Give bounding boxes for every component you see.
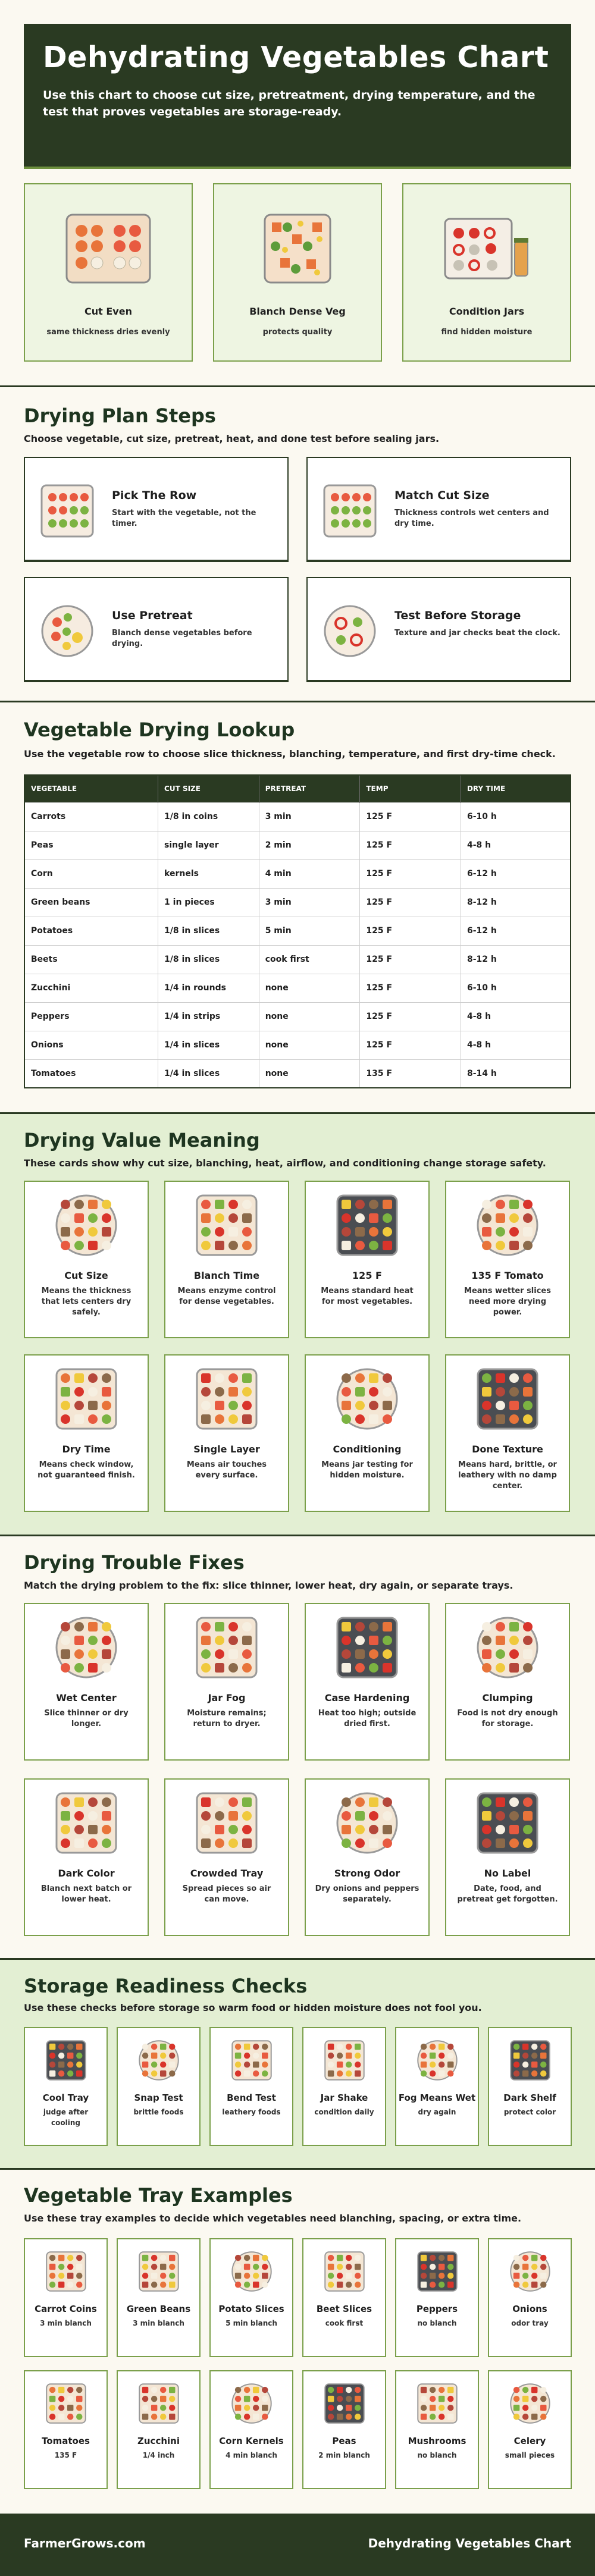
card-desc: Means air touches every surface. [186,1460,267,1480]
table-cell: 1 in pieces [158,888,259,917]
meaning-tray-icon [472,1366,543,1432]
step-card [306,577,571,681]
card-desc: Means hard, brittle, or leathery with no damp center. [458,1460,557,1491]
trouble-card [24,1603,149,1761]
table-row [24,1002,571,1031]
step-desc: Blanch dense vegetables before drying. [112,629,252,648]
card-title: Celery [513,2436,546,2446]
table-cell: 4-8 h [461,1031,571,1059]
card-title: Jar Fog [208,1692,246,1703]
card-title: Corn Kernels [219,2436,284,2446]
card-title: Mushrooms [408,2436,466,2446]
step-title: Match Cut Size [394,489,490,502]
card-desc: 4 min blanch [226,2451,277,2459]
table-cell: 125 F [360,917,461,945]
meaning-tray-icon [472,1193,543,1258]
card-title: Tomatoes [42,2436,90,2446]
trouble-tray-icon [191,1790,262,1856]
card-desc: protect color [503,2108,556,2116]
card-title: Potato Slices [218,2304,284,2314]
divider [0,1535,595,1536]
card-desc: Means check window, not guaranteed finish. [37,1460,135,1480]
table-row [24,917,571,945]
table-cell: 1/8 in slices [158,945,259,974]
table-cell: 125 F [360,974,461,1002]
card-title: Conditioning [333,1444,402,1455]
trays-card [395,2370,479,2489]
readiness-subtitle: Use these checks before storage so warm food or hidden moisture does not fool you. [24,2002,482,2013]
table-cell: 8-14 h [461,1059,571,1088]
card-title: Strong Odor [334,1868,400,1879]
meaning-card [305,1181,430,1338]
card-desc: Slice thinner or dry longer. [44,1709,129,1728]
card-title: Jar Shake [320,2092,368,2103]
trouble-tray-icon [191,1615,262,1680]
lookup-subtitle: Use the vegetable row to choose slice thickness, blanching, temperature, and first dry-time check. [24,748,556,760]
table-cell: 2 min [259,831,360,859]
table-cell: 4-8 h [461,831,571,859]
table-row [24,945,571,974]
trays-card [24,2370,108,2489]
trouble-card [445,1603,570,1761]
readiness-tray-icon [321,2039,368,2082]
card-title: Cut Size [64,1270,108,1281]
page-footer [0,2514,595,2576]
table-row [24,859,571,888]
table-cell: 1/4 in rounds [158,974,259,1002]
trouble-tray-icon [472,1615,543,1680]
trays-tray-icon [228,2250,275,2293]
table-cell: 8-12 h [461,945,571,974]
card-title: Peas [332,2436,356,2446]
trays-tray-icon [506,2250,554,2293]
card-desc: Spread pieces so air can move. [182,1884,271,1904]
table-cell: 3 min [259,802,360,831]
meaning-tray-icon [51,1366,122,1432]
card-title: Crowded Tray [190,1868,264,1879]
trays-card [395,2238,479,2357]
card-desc: 1/4 inch [142,2451,175,2459]
plate-icon [323,604,377,658]
trays-tray-icon [42,2382,90,2425]
card-desc: Dry onions and peppers separately. [315,1884,419,1904]
hero-card-sub: protects quality [262,328,333,337]
card-desc: small pieces [505,2451,555,2459]
card-title: Zucchini [137,2436,180,2446]
table-row [24,888,571,917]
card-desc: Means the thickness that lets centers dry safely. [41,1287,131,1317]
column-header: DRY TIME [461,775,571,802]
card-desc: Moisture remains; return to dryer. [187,1709,267,1728]
meaning-card [164,1181,289,1338]
trouble-card [445,1778,570,1936]
cutting-board-icon [64,212,153,285]
table-cell: 1/8 in slices [158,917,259,945]
hero-card-title: Condition Jars [449,306,525,317]
card-title: 125 F [352,1270,382,1281]
hero-card-condition [402,183,571,362]
footer-title: Dehydrating Vegetables Chart [368,2536,571,2550]
divider [0,701,595,702]
card-desc: 135 F [54,2451,77,2459]
card-title: Beet Slices [316,2304,372,2314]
divider [0,385,595,387]
hero-card-title: Cut Even [84,306,132,317]
trouble-card [305,1603,430,1761]
table-row [24,831,571,859]
meaning-tray-icon [331,1193,403,1258]
card-title: Clumping [482,1692,533,1703]
readiness-tray-icon [414,2039,461,2082]
table-cell: none [259,1031,360,1059]
card-desc: 5 min blanch [226,2319,277,2327]
table-cell: Carrots [24,802,158,831]
meaning-title: Drying Value Meaning [24,1129,260,1151]
card-desc: Means standard heat for most vegetables. [321,1287,414,1306]
trays-card [24,2238,108,2357]
table-cell: single layer [158,831,259,859]
readiness-tray-icon [506,2039,554,2082]
jar-icon [442,212,531,285]
table-cell: Zucchini [24,974,158,1002]
hero-card-cut-even [24,183,193,362]
trouble-card [164,1603,289,1761]
table-cell: Tomatoes [24,1059,158,1088]
meaning-card [164,1354,289,1512]
table-cell: 125 F [360,859,461,888]
table-row [24,802,571,831]
plate-icon [40,604,94,658]
readiness-card [209,2027,293,2146]
step-desc: Texture and jar checks beat the clock. [394,629,560,638]
table-cell: 3 min [259,888,360,917]
step-title: Pick The Row [112,489,197,502]
table-cell: 8-12 h [461,888,571,917]
column-header: VEGETABLE [24,775,158,802]
table-cell: 6-12 h [461,859,571,888]
trays-tray-icon [414,2250,461,2293]
step-title: Test Before Storage [394,609,521,622]
trays-card [209,2370,293,2489]
trouble-card [305,1778,430,1936]
table-cell: 125 F [360,831,461,859]
card-title: Snap Test [134,2092,183,2103]
card-desc: condition daily [314,2108,374,2116]
steps-subtitle: Choose vegetable, cut size, pretreat, heat, and done test before sealing jars. [24,433,440,444]
table-cell: Peppers [24,1002,158,1031]
readiness-tray-icon [135,2039,183,2082]
vegetable-tray-icon [253,212,342,285]
card-title: Single Layer [193,1444,260,1455]
trouble-tray-icon [331,1615,403,1680]
table-cell: Potatoes [24,917,158,945]
card-title: Dry Time [62,1444,111,1455]
trouble-tray-icon [51,1790,122,1856]
readiness-card [24,2027,108,2146]
trays-tray-icon [135,2250,183,2293]
steps-title: Drying Plan Steps [24,404,216,427]
card-title: Dark Color [58,1868,115,1879]
table-cell: 4 min [259,859,360,888]
card-desc: dry again [418,2108,456,2116]
trays-card [209,2238,293,2357]
trouble-title: Drying Trouble Fixes [24,1551,245,1574]
meaning-card [24,1354,149,1512]
table-row [24,1031,571,1059]
meaning-card [445,1354,570,1512]
table-row [24,1059,571,1088]
readiness-tray-icon [42,2039,90,2082]
table-cell: Corn [24,859,158,888]
trays-tray-icon [321,2250,368,2293]
hero-card-blanch [213,183,382,362]
card-title: Carrot Coins [35,2304,97,2314]
trays-tray-icon [321,2382,368,2425]
card-desc: 3 min blanch [40,2319,92,2327]
tray-grid-icon [323,484,377,538]
meaning-card [305,1354,430,1512]
readiness-title: Storage Readiness Checks [24,1975,308,1997]
tray-grid-icon [40,484,94,538]
card-title: Peppers [416,2304,458,2314]
page-subtitle: Use this chart to choose cut size, pretreatment, drying temperature, and the test that proves vegetables are storage-ready. [43,89,536,118]
table-cell: none [259,1002,360,1031]
table-cell: 6-10 h [461,974,571,1002]
card-desc: Means enzyme control for dense vegetables. [177,1287,276,1306]
card-title: No Label [484,1868,531,1879]
table-cell: 135 F [360,1059,461,1088]
card-desc: no blanch [417,2451,457,2459]
meaning-subtitle: These cards show why cut size, blanching, heat, airflow, and conditioning change storage safety. [24,1157,546,1169]
card-desc: cook first [325,2319,364,2327]
trays-card [488,2370,572,2489]
card-title: Green Beans [126,2304,191,2314]
table-cell: 125 F [360,1031,461,1059]
trouble-tray-icon [472,1790,543,1856]
step-desc: Thickness controls wet centers and dry time. [394,509,549,528]
card-title: Case Hardening [324,1692,410,1703]
readiness-card [395,2027,479,2146]
table-cell: 125 F [360,888,461,917]
table-cell: 1/4 in strips [158,1002,259,1031]
card-desc: Heat too high; outside dried first. [318,1709,416,1728]
readiness-card [302,2027,386,2146]
page-header [24,24,571,167]
card-desc: 2 min blanch [318,2451,370,2459]
table-cell: 4-8 h [461,1002,571,1031]
readiness-tray-icon [228,2039,275,2082]
trays-card [117,2238,201,2357]
card-desc: 3 min blanch [133,2319,184,2327]
card-title: Onions [512,2304,547,2314]
card-desc: Blanch next batch or lower heat. [40,1884,132,1904]
hero-cards [24,183,571,362]
table-cell: none [259,974,360,1002]
trays-subtitle: Use these tray examples to decide which vegetables need blanching, spacing, or extra time. [24,2213,522,2224]
table-cell: 125 F [360,1002,461,1031]
step-title: Use Pretreat [112,609,193,622]
column-header: PRETREAT [259,775,360,802]
table-cell: 125 F [360,802,461,831]
readiness-card [488,2027,572,2146]
step-card [306,457,571,561]
card-desc: no blanch [417,2319,457,2327]
card-title: Cool Tray [42,2092,89,2103]
trouble-subtitle: Match the drying problem to the fix: slice thinner, lower heat, dry again, or separate trays. [24,1580,513,1591]
table-cell: Beets [24,945,158,974]
card-title: Wet Center [56,1692,117,1703]
column-header: CUT SIZE [158,775,259,802]
card-title: Bend Test [227,2092,276,2103]
table-cell: 5 min [259,917,360,945]
table-cell: Peas [24,831,158,859]
hero-card-title: Blanch Dense Veg [249,306,346,317]
meaning-tray-icon [191,1193,262,1258]
trouble-tray-icon [331,1790,403,1856]
card-desc: brittle foods [133,2108,184,2116]
card-desc: Date, food, and pretreat get forgotten. [457,1884,558,1904]
card-title: 135 F Tomato [471,1270,544,1281]
step-desc: Start with the vegetable, not the timer. [112,509,256,528]
trays-tray-icon [506,2382,554,2425]
divider [0,2168,595,2170]
footer-site-link[interactable]: FarmerGrows.com [24,2536,146,2550]
table-cell: 1/4 in slices [158,1059,259,1088]
card-title: Done Texture [472,1444,543,1455]
trays-tray-icon [135,2382,183,2425]
trays-card [117,2370,201,2489]
meaning-card [445,1181,570,1338]
table-cell: 125 F [360,945,461,974]
trays-card [302,2370,386,2489]
lookup-title: Vegetable Drying Lookup [24,718,295,741]
readiness-card [117,2027,201,2146]
trays-tray-icon [228,2382,275,2425]
card-desc: Means wetter slices need more drying power. [464,1287,551,1317]
table-cell: Onions [24,1031,158,1059]
card-desc: leathery foods [222,2108,281,2116]
table-cell: 1/8 in coins [158,802,259,831]
card-desc: judge after cooling [43,2108,89,2127]
page-title: Dehydrating Vegetables Chart [43,40,549,74]
table-cell: 6-12 h [461,917,571,945]
trays-title: Vegetable Tray Examples [24,2184,293,2207]
meaning-card [24,1181,149,1338]
card-desc: Means jar testing for hidden moisture. [321,1460,413,1480]
lookup-table [24,774,571,1088]
column-header: TEMP [360,775,461,802]
card-title: Dark Shelf [503,2092,556,2103]
table-cell: 1/4 in slices [158,1031,259,1059]
step-card [24,577,289,681]
hero-card-sub: same thickness dries evenly [46,328,170,337]
table-cell: 6-10 h [461,802,571,831]
table-cell: kernels [158,859,259,888]
meaning-tray-icon [331,1366,403,1432]
trouble-card [164,1778,289,1936]
trays-card [488,2238,572,2357]
card-title: Fog Means Wet [398,2092,476,2103]
table-cell: Green beans [24,888,158,917]
meaning-tray-icon [191,1366,262,1432]
card-desc: odor tray [511,2319,549,2327]
trouble-tray-icon [51,1615,122,1680]
table-cell: cook first [259,945,360,974]
trays-tray-icon [42,2250,90,2293]
card-desc: Food is not dry enough for storage. [457,1709,558,1728]
table-row [24,974,571,1002]
hero-card-sub: find hidden moisture [441,328,533,337]
card-title: Blanch Time [193,1270,260,1281]
table-header-row [24,775,571,802]
table-cell: none [259,1059,360,1088]
step-card [24,457,289,561]
trays-card [302,2238,386,2357]
trouble-card [24,1778,149,1936]
meaning-tray-icon [51,1193,122,1258]
trays-tray-icon [414,2382,461,2425]
